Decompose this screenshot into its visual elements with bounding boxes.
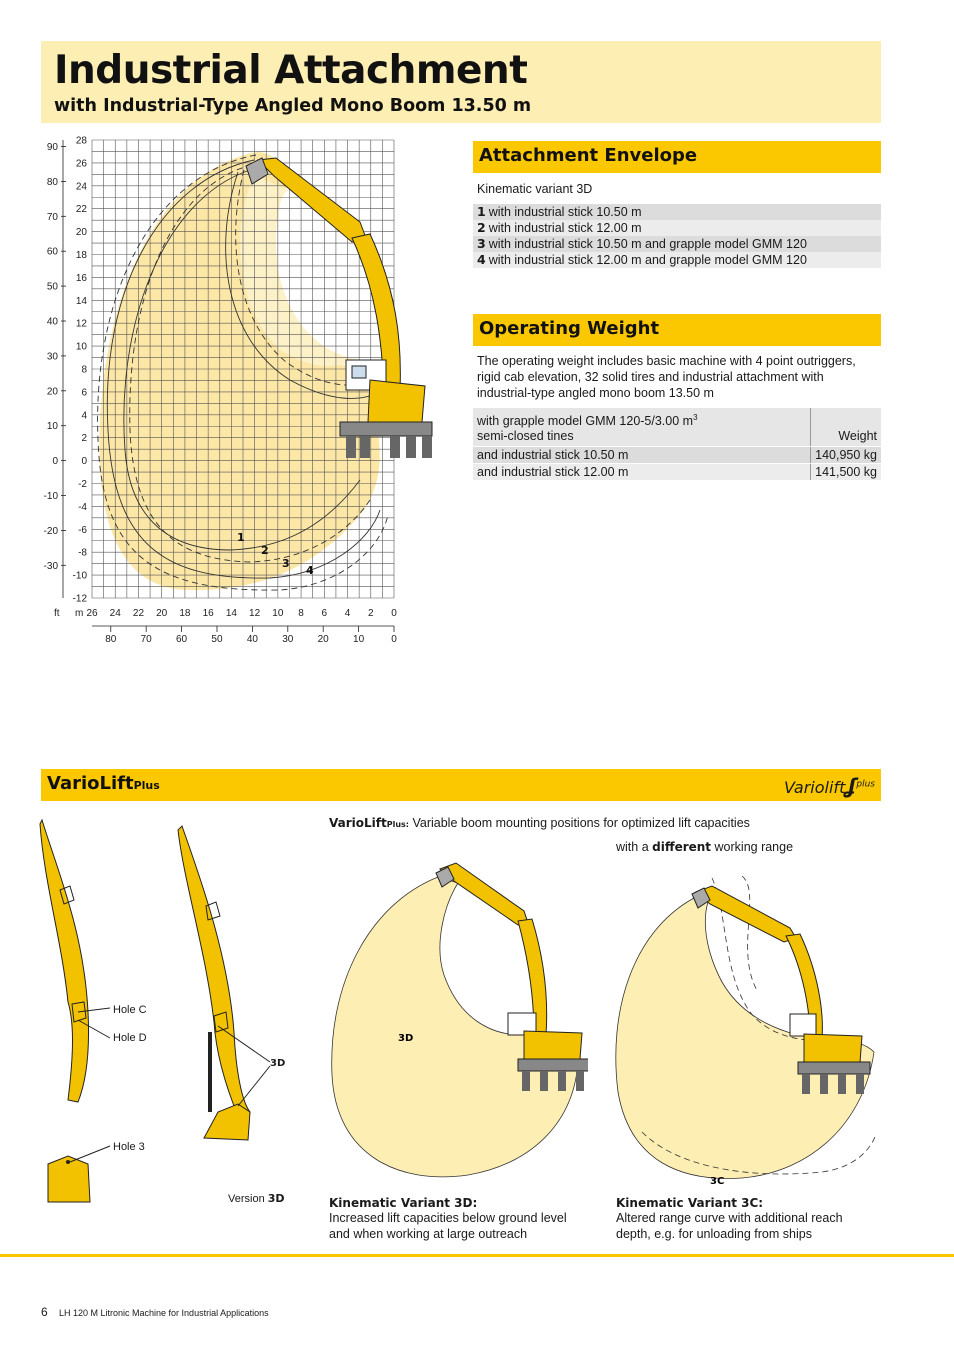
- tag-3d: 3D: [270, 1058, 286, 1069]
- x-tick-ft: 10: [353, 634, 365, 645]
- y-tick-m: 18: [75, 250, 87, 261]
- variolift-logo: Varioliftʆ$^{plus}$: [784, 774, 875, 798]
- y-tick-m: 28: [75, 135, 87, 147]
- y-tick-m: -4: [78, 501, 87, 513]
- y-tick-ft: 40: [46, 316, 58, 328]
- hole-d-label: Hole D: [113, 1032, 147, 1044]
- diagram-3d-label: 3D: [398, 1033, 414, 1044]
- hole-3-label: Hole 3: [113, 1141, 145, 1153]
- x-tick-ft: 70: [140, 634, 152, 645]
- curve-label: 3: [282, 557, 290, 570]
- x-tick-ft: 20: [317, 634, 329, 645]
- weight-title: Operating Weight: [479, 318, 660, 339]
- x-tick-ft: 50: [211, 634, 223, 645]
- diagram-3c: [612, 872, 884, 1190]
- diagram-3c-label: 3C: [710, 1176, 725, 1187]
- variant-row: 3 with industrial stick 10.50 m and grapple model GMM 120: [473, 236, 881, 252]
- curve-label: 4: [306, 564, 314, 577]
- curve-label: 1: [237, 531, 245, 544]
- y-tick-m: 16: [75, 272, 87, 284]
- y-tick-ft: -20: [43, 525, 58, 537]
- y-tick-ft: 50: [46, 281, 58, 293]
- x-tick-m: 10: [272, 608, 284, 619]
- table-row: and industrial stick 10.50 m 140,950 kg: [473, 447, 881, 464]
- y-tick-m: 4: [81, 410, 87, 422]
- boom-illustrations: [38, 812, 298, 1212]
- y-tick-m: -12: [72, 593, 87, 605]
- variant-row: 4 with industrial stick 12.00 m and grapple model GMM 120: [473, 252, 881, 268]
- y-tick-m: 22: [75, 204, 87, 216]
- variolift-title: VarioLiftPlus: [47, 773, 160, 794]
- variant-row: 1 with industrial stick 10.50 m: [473, 204, 881, 220]
- y-tick-m: 2: [81, 433, 87, 445]
- diagram-3d: [328, 855, 588, 1195]
- x-tick-m: 14: [225, 608, 237, 619]
- x-tick-m: 18: [179, 608, 191, 619]
- version-label: Version 3D: [228, 1192, 285, 1205]
- y-tick-ft: 70: [46, 211, 58, 223]
- hole-c-label: Hole C: [113, 1004, 147, 1016]
- footer-text: LH 120 M Litronic Machine for Industrial Applications: [59, 1308, 269, 1318]
- x-tick-m: 2: [367, 608, 374, 619]
- section-header-envelope: [473, 141, 881, 173]
- y-tick-ft: 90: [46, 142, 58, 154]
- x-tick-m: 20: [156, 608, 168, 619]
- caption-3d: [329, 1196, 589, 1242]
- y-tick-m: 10: [75, 341, 87, 353]
- envelope-title: Attachment Envelope: [479, 145, 698, 166]
- hook-icon: ʆ: [845, 774, 857, 798]
- page-number: 6: [41, 1305, 48, 1319]
- x-tick-m: 4: [344, 608, 351, 619]
- y-tick-m: 12: [75, 318, 87, 330]
- y-tick-ft: -10: [43, 490, 58, 502]
- y-tick-m: 24: [75, 181, 87, 193]
- variant-row: 2 with industrial stick 12.00 m: [473, 220, 881, 236]
- boom-left: [40, 820, 89, 1102]
- caption-3c: [616, 1196, 878, 1242]
- y-tick-m: -6: [78, 524, 87, 536]
- unit-m-label: m: [75, 608, 84, 619]
- section-header-variolift: [41, 769, 881, 801]
- y-tick-ft: 10: [46, 421, 58, 433]
- y-tick-m: 20: [75, 227, 87, 239]
- section-header-weight: [473, 314, 881, 346]
- boom-right: [178, 826, 250, 1116]
- y-tick-ft: 30: [46, 351, 58, 363]
- y-tick-ft: 60: [46, 246, 58, 258]
- x-tick-ft: 80: [105, 634, 117, 645]
- page-title: Industrial Attachment: [54, 48, 528, 93]
- y-tick-ft: 80: [46, 176, 58, 188]
- y-tick-ft: -30: [43, 560, 58, 572]
- working-range-chart: [30, 130, 450, 650]
- x-tick-m: 16: [202, 608, 214, 619]
- x-tick-m: 24: [109, 608, 121, 619]
- variant-text: Kinematic variant 3D: [477, 182, 593, 196]
- x-tick-ft: 0: [391, 634, 397, 645]
- x-tick-m: 6: [321, 608, 328, 619]
- unit-ft-label: ft: [54, 608, 60, 619]
- y-tick-m: -2: [78, 479, 87, 490]
- weight-table-header: with grapple model GMM 120-5/3.00 $m^3$ semi-closed tines Weight: [473, 408, 881, 447]
- title-banner: [41, 41, 881, 123]
- y-tick-m: -10: [72, 570, 87, 582]
- y-tick-m: 26: [75, 158, 87, 170]
- x-tick-m: 22: [132, 608, 145, 619]
- y-tick-ft: 20: [46, 386, 58, 398]
- table-row: and industrial stick 12.00 m 141,500 kg: [473, 464, 881, 481]
- y-tick-m: 0: [81, 456, 87, 468]
- x-tick-m: 8: [298, 608, 304, 619]
- page-subtitle: with Industrial-Type Angled Mono Boom 13.50 m: [54, 96, 532, 116]
- x-tick-m: 26: [86, 608, 98, 619]
- caption-3d-text: Increased lift capacities below ground level and when working at large outreach: [329, 1211, 567, 1241]
- y-tick-m: 6: [81, 387, 87, 399]
- x-tick-ft: 40: [246, 634, 258, 645]
- curve-label: 2: [261, 544, 269, 557]
- y-tick-m: 8: [81, 364, 87, 376]
- variolift-intro: VarioLiftPlus: Variable boom mounting positions for optimized lift capacities: [329, 816, 750, 830]
- weight-description: The operating weight includes basic machine with 4 point outriggers, rigid cab elevation, 32 solid tires and industrial attachment with industrial-type angled mono boom 13.50 m: [477, 354, 856, 400]
- caption-3c-title: Kinematic Variant 3C:: [616, 1196, 764, 1210]
- y-tick-m: 14: [75, 295, 87, 307]
- footer-rule: [0, 1254, 954, 1257]
- y-tick-ft: 0: [52, 456, 58, 468]
- caption-3c-text: Altered range curve with additional reach depth, e.g. for unloading from ships: [616, 1211, 843, 1241]
- weight-table: [473, 408, 881, 481]
- x-tick-m: 0: [391, 608, 397, 619]
- x-tick-m: 12: [249, 608, 261, 619]
- y-tick-m: -8: [78, 547, 87, 559]
- x-tick-ft: 60: [176, 634, 188, 645]
- caption-3d-title: Kinematic Variant 3D:: [329, 1196, 478, 1210]
- different-range-text: with a different working range: [616, 840, 794, 854]
- x-tick-ft: 30: [282, 634, 294, 645]
